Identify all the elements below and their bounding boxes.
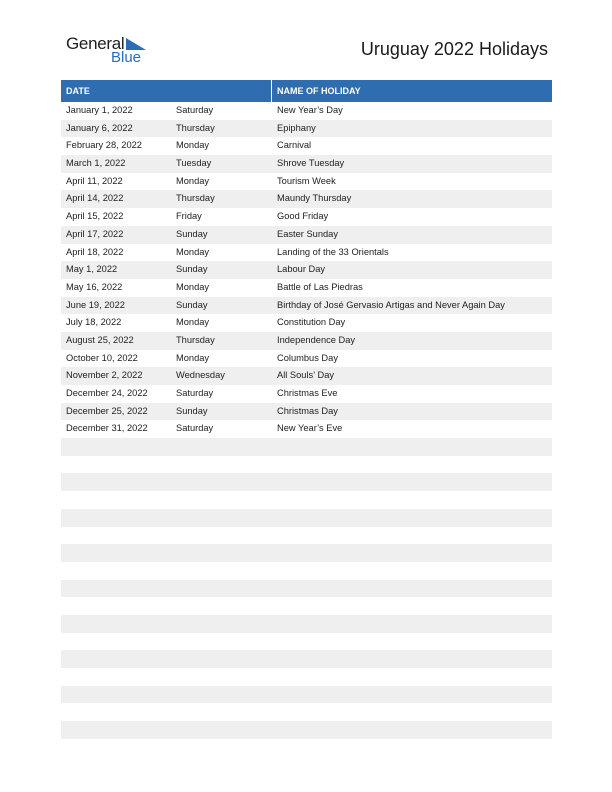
generalblue-logo — [66, 34, 166, 68]
table-row — [61, 721, 552, 739]
table-row — [61, 403, 552, 421]
table-row — [61, 314, 552, 332]
cell-weekday: Monday — [176, 281, 210, 292]
table-body — [61, 102, 552, 739]
cell-weekday: Monday — [176, 175, 210, 186]
table-row — [61, 190, 552, 208]
table-row — [61, 686, 552, 704]
cell-holiday-name: Maundy Thursday — [277, 193, 352, 204]
cell-holiday-name: Good Friday — [277, 211, 329, 222]
cell-holiday-name: Shrove Tuesday — [277, 158, 345, 169]
cell-weekday: Monday — [176, 246, 210, 257]
cell-holiday-name: Landing of the 33 Orientals — [277, 246, 389, 257]
cell-weekday: Saturday — [176, 388, 214, 398]
cell-weekday: Friday — [176, 211, 202, 222]
cell-weekday: Sunday — [176, 299, 208, 310]
table-row — [61, 420, 552, 438]
table-row — [61, 562, 552, 580]
table-row — [61, 544, 552, 562]
cell-date: March 1, 2022 — [66, 158, 126, 169]
table-row — [61, 473, 552, 491]
header-divider — [271, 80, 272, 102]
table-row — [61, 367, 552, 385]
holiday-table — [61, 80, 552, 739]
table-row — [61, 650, 552, 668]
table-row — [61, 208, 552, 226]
table-row — [61, 491, 552, 509]
cell-date: December 24, 2022 — [66, 388, 148, 398]
logo-text-blue: Blue — [111, 49, 142, 66]
cell-weekday: Thursday — [176, 122, 215, 133]
cell-holiday-name: Battle of Las Piedras — [277, 281, 363, 292]
cell-weekday: Tuesday — [176, 158, 212, 169]
cell-date: April 17, 2022 — [66, 228, 124, 239]
table-row — [61, 438, 552, 456]
column-header-holiday-name: NAME OF HOLIDAY — [277, 86, 361, 96]
cell-date: August 25, 2022 — [66, 334, 134, 345]
cell-weekday: Saturday — [176, 105, 214, 115]
table-row — [61, 615, 552, 633]
table-row — [61, 527, 552, 545]
cell-date: December 25, 2022 — [66, 405, 148, 416]
table-row — [61, 155, 552, 173]
table-row — [61, 350, 552, 368]
cell-holiday-name: Easter Sunday — [277, 228, 338, 239]
table-row — [61, 120, 552, 138]
cell-holiday-name: Tourism Week — [277, 175, 336, 186]
cell-holiday-name: New Year’s Eve — [277, 423, 343, 434]
cell-holiday-name: Labour Day — [277, 264, 326, 275]
cell-weekday: Sunday — [176, 264, 208, 275]
cell-date: April 18, 2022 — [66, 246, 124, 257]
cell-holiday-name: Christmas Day — [277, 405, 338, 416]
cell-weekday: Monday — [176, 140, 210, 151]
table-row — [61, 633, 552, 651]
cell-holiday-name: Independence Day — [277, 334, 356, 345]
cell-holiday-name: Carnival — [277, 140, 312, 151]
table-row — [61, 137, 552, 155]
table-row — [61, 668, 552, 686]
cell-weekday: Monday — [176, 317, 210, 328]
logo-text-general: General — [66, 34, 125, 53]
cell-holiday-name: Constitution Day — [277, 317, 346, 328]
column-header-date: DATE — [66, 86, 90, 96]
cell-weekday: Wednesday — [176, 370, 225, 381]
cell-date: January 1, 2022 — [66, 105, 133, 115]
cell-date: January 6, 2022 — [66, 122, 133, 133]
table-row — [61, 332, 552, 350]
cell-date: May 1, 2022 — [66, 264, 118, 275]
cell-date: April 14, 2022 — [66, 193, 124, 204]
cell-holiday-name: All Souls’ Day — [277, 370, 335, 381]
table-row — [61, 509, 552, 527]
table-row — [61, 297, 552, 315]
cell-weekday: Thursday — [176, 334, 215, 345]
table-header — [61, 80, 552, 102]
cell-date: November 2, 2022 — [66, 370, 143, 381]
cell-date: July 18, 2022 — [66, 317, 122, 328]
table-row — [61, 597, 552, 615]
table-row — [61, 173, 552, 191]
table-row — [61, 456, 552, 474]
cell-holiday-name: Columbus Day — [277, 352, 338, 363]
cell-date: December 31, 2022 — [66, 423, 148, 434]
cell-weekday: Sunday — [176, 405, 208, 416]
table-row — [61, 244, 552, 262]
cell-date: June 19, 2022 — [66, 299, 125, 310]
table-row — [61, 226, 552, 244]
cell-holiday-name: Christmas Eve — [277, 388, 338, 398]
cell-date: April 15, 2022 — [66, 211, 124, 222]
table-row — [61, 102, 552, 120]
table-row — [61, 261, 552, 279]
cell-date: October 10, 2022 — [66, 352, 138, 363]
cell-weekday: Monday — [176, 352, 210, 363]
cell-holiday-name: Epiphany — [277, 122, 316, 133]
cell-date: April 11, 2022 — [66, 175, 123, 186]
cell-holiday-name: New Year’s Day — [277, 105, 343, 115]
cell-weekday: Sunday — [176, 228, 208, 239]
cell-weekday: Saturday — [176, 423, 214, 434]
cell-date: May 16, 2022 — [66, 281, 123, 292]
cell-weekday: Thursday — [176, 193, 215, 204]
table-row — [61, 580, 552, 598]
table-row — [61, 279, 552, 297]
table-row — [61, 703, 552, 721]
cell-holiday-name: Birthday of José Gervasio Artigas and Never Again Day — [277, 299, 505, 310]
cell-date: February 28, 2022 — [66, 140, 142, 151]
table-row — [61, 385, 552, 403]
page-title: Uruguay 2022 Holidays — [360, 39, 548, 59]
